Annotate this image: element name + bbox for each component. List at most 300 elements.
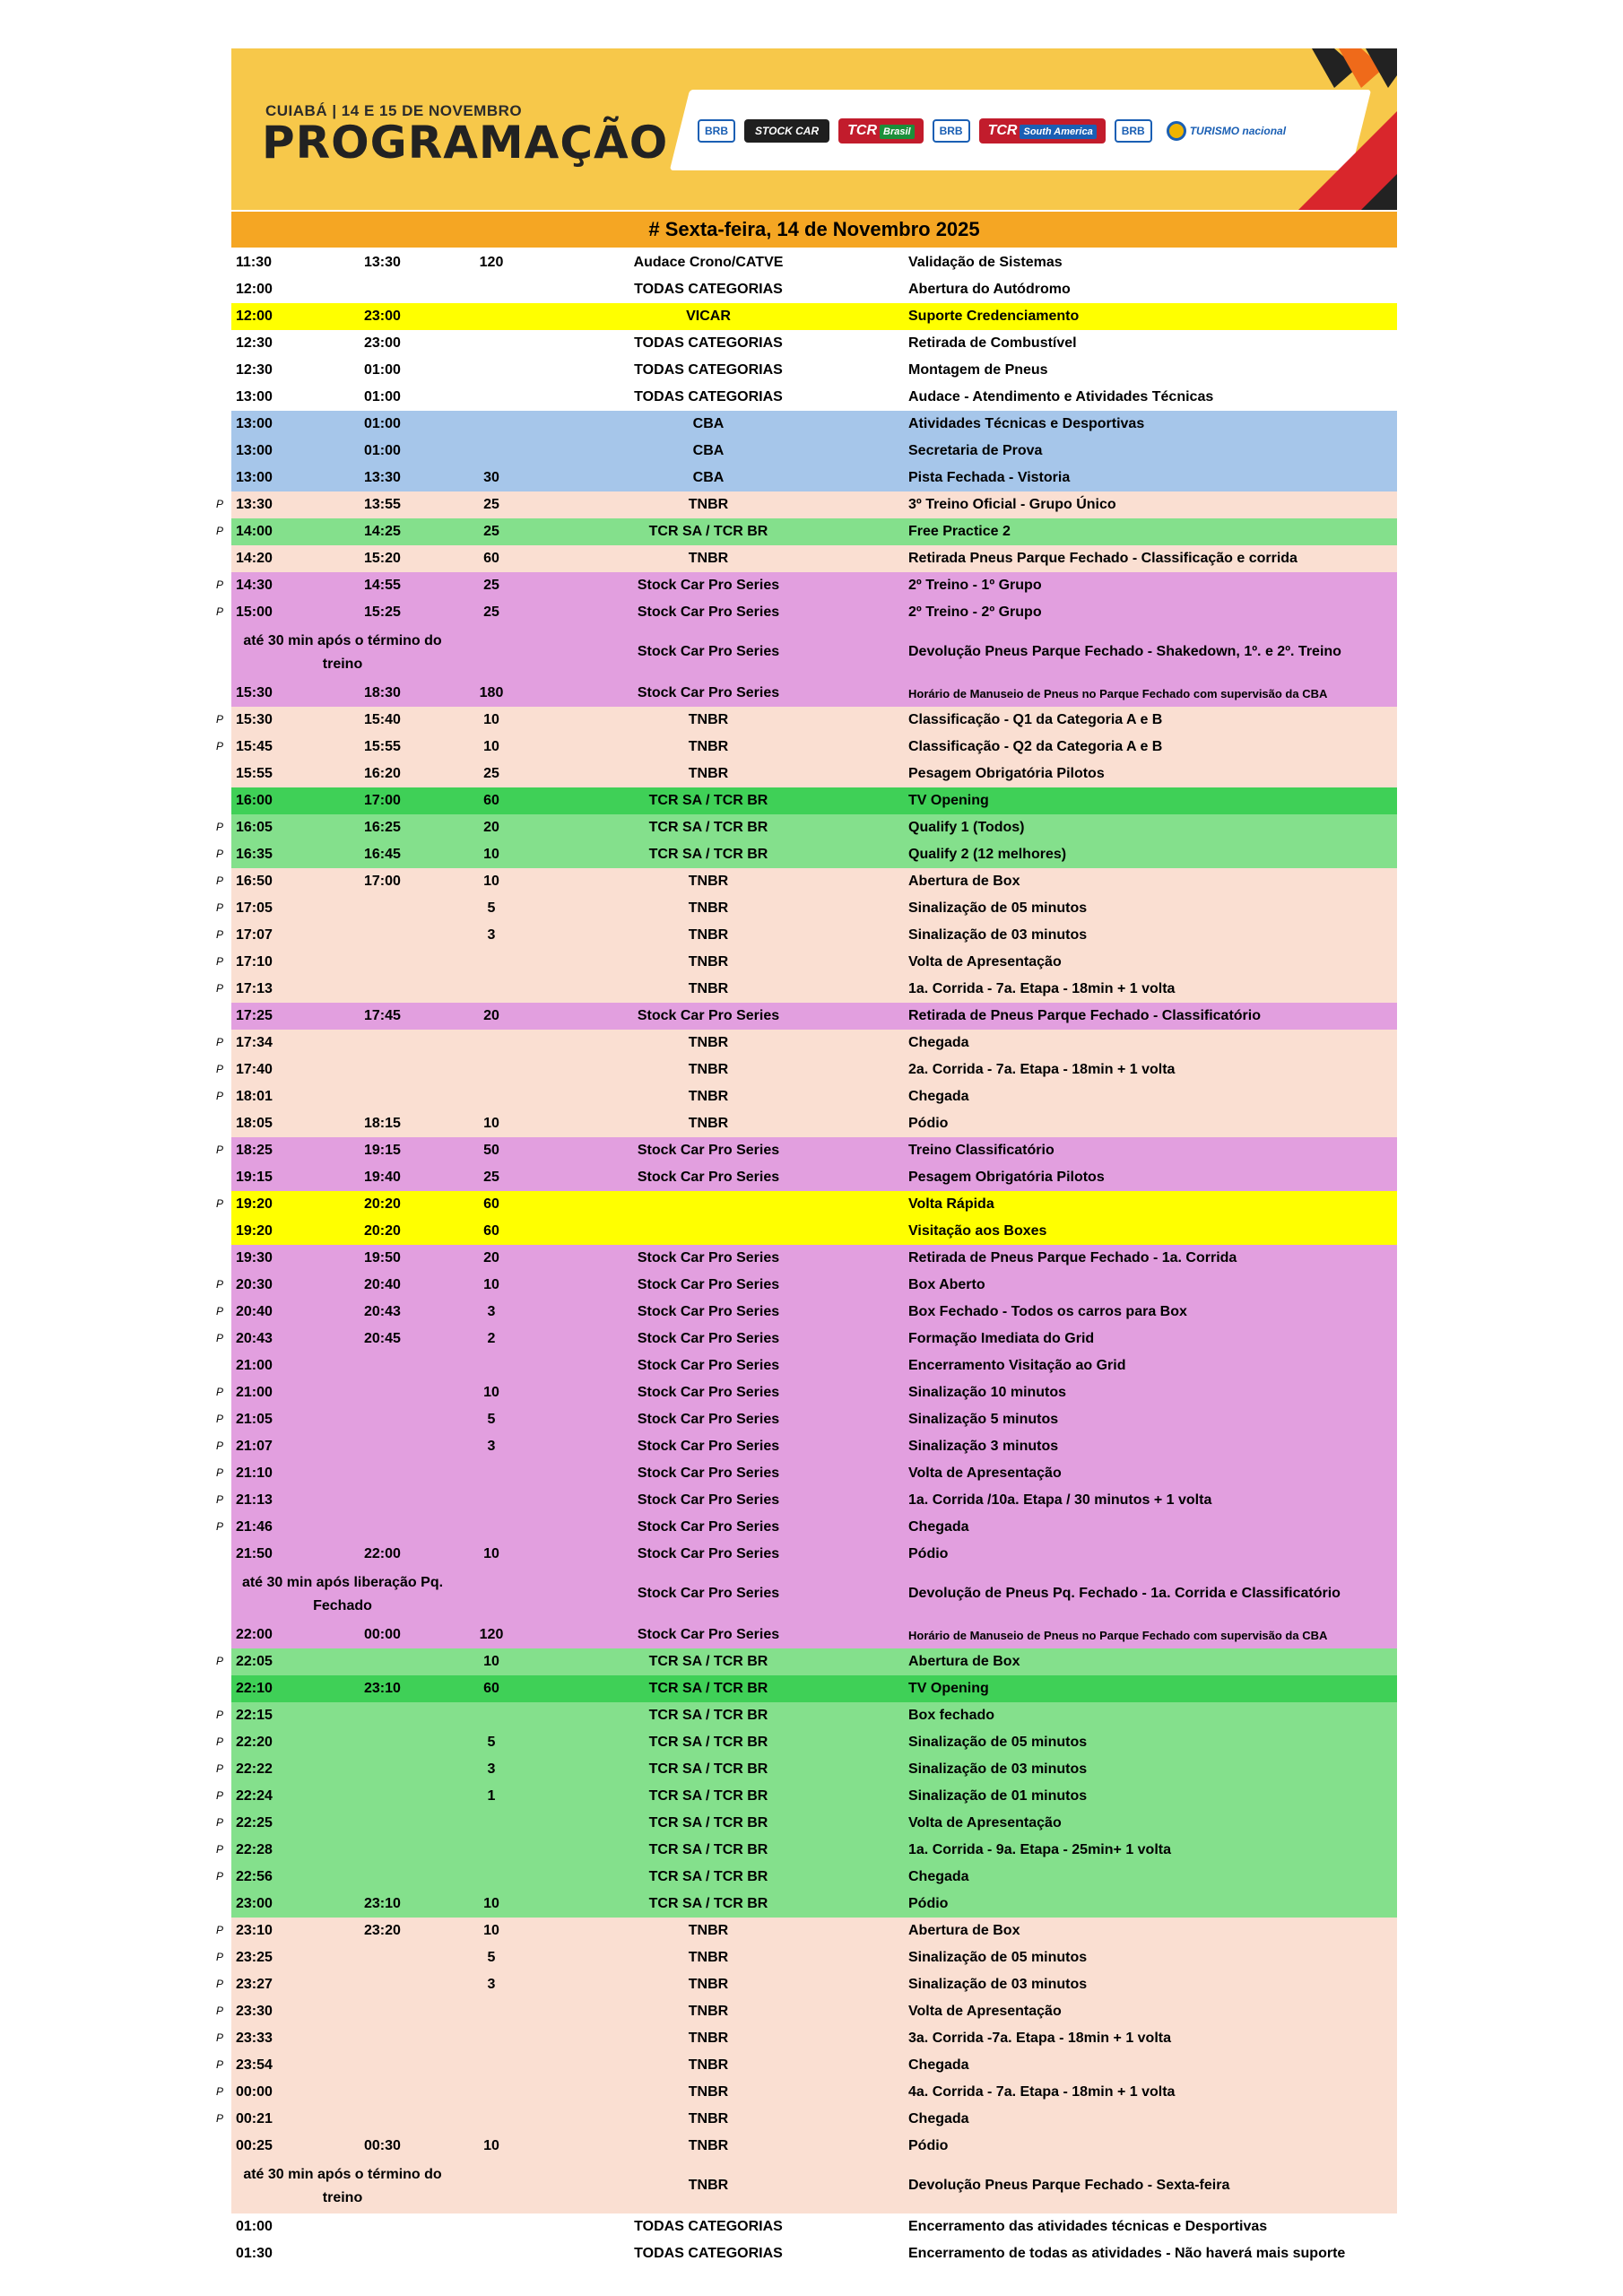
activity: Sinalização de 03 minutos: [908, 1761, 1088, 1777]
priority-marker: P: [216, 713, 224, 726]
start-time: 14:00: [236, 524, 273, 539]
activity: Chegada: [908, 1519, 969, 1535]
activity: Chegada: [908, 1035, 969, 1050]
start-time: 23:54: [236, 2057, 273, 2073]
start-time: 22:20: [236, 1735, 273, 1750]
activity: Volta de Apresentação: [908, 1465, 1062, 1481]
schedule-row: [0, 1245, 1623, 1272]
schedule-row: [0, 761, 1623, 787]
start-time: 18:05: [236, 1116, 273, 1131]
duration: 60: [483, 793, 499, 808]
start-time: 23:10: [236, 1923, 273, 1938]
priority-marker: P: [216, 1870, 224, 1883]
end-time: 15:20: [364, 551, 401, 566]
start-time: 15:30: [236, 712, 273, 727]
category: TNBR: [688, 1035, 729, 1050]
start-time: 12:00: [236, 309, 273, 324]
activity: Retirada de Pneus Parque Fechado - 1a. Corrida: [908, 1250, 1237, 1265]
start-time: até 30 min após o término do treino: [243, 633, 442, 672]
schedule-row: [0, 2025, 1623, 2052]
category: TNBR: [688, 739, 729, 754]
schedule-row: [0, 1702, 1623, 1729]
priority-marker: P: [216, 1439, 224, 1452]
duration: 5: [487, 900, 496, 916]
priority-marker: P: [216, 1655, 224, 1667]
activity: Volta de Apresentação: [908, 2004, 1062, 2019]
duration: 10: [483, 712, 499, 727]
activity: Chegada: [908, 1089, 969, 1104]
priority-marker: P: [216, 1709, 224, 1721]
start-time: até 30 min após o término do treino: [243, 2167, 442, 2205]
start-time: 16:50: [236, 874, 273, 889]
end-time: 16:25: [364, 820, 401, 835]
activity: Suporte Credenciamento: [908, 309, 1080, 324]
duration: 10: [483, 847, 499, 862]
category: CBA: [692, 443, 725, 458]
schedule-row: [0, 1541, 1623, 1568]
duration: 25: [483, 604, 499, 620]
duration: 3: [487, 1439, 496, 1454]
schedule-row: [0, 1648, 1623, 1675]
schedule-row: [0, 841, 1623, 868]
start-time: 22:22: [236, 1761, 273, 1777]
end-time: 13:30: [364, 255, 401, 270]
schedule-row: [0, 357, 1623, 384]
category: TODAS CATEGORIAS: [634, 2219, 783, 2234]
schedule-row: [0, 438, 1623, 465]
start-time: 23:33: [236, 2031, 273, 2046]
category: Stock Car Pro Series: [637, 1519, 780, 1535]
end-time: 14:25: [364, 524, 401, 539]
schedule-row: [0, 1406, 1623, 1433]
priority-marker: P: [216, 578, 224, 591]
category: TCR SA / TCR BR: [648, 524, 768, 539]
activity: Qualify 2 (12 melhores): [908, 847, 1067, 862]
schedule-row: [0, 1191, 1623, 1218]
duration: 10: [483, 1385, 499, 1400]
activity: Chegada: [908, 2057, 969, 2073]
schedule-row: [0, 384, 1623, 411]
duration: 25: [483, 1170, 499, 1185]
category: TNBR: [688, 551, 729, 566]
activity: Pódio: [908, 1546, 949, 1561]
end-time: 20:43: [364, 1304, 401, 1319]
activity: Sinalização 5 minutos: [908, 1412, 1059, 1427]
schedule-row: [0, 1622, 1623, 1648]
duration: 180: [479, 685, 504, 700]
end-time: 19:50: [364, 1250, 401, 1265]
schedule-row: [0, 1837, 1623, 1864]
end-time: 01:00: [364, 416, 401, 431]
duration: 30: [483, 470, 499, 485]
schedule-row: [0, 1864, 1623, 1891]
schedule-row: [0, 1487, 1623, 1514]
start-time: 17:10: [236, 954, 273, 970]
priority-marker: P: [216, 955, 224, 968]
category: Stock Car Pro Series: [637, 1250, 780, 1265]
activity: Chegada: [908, 2111, 969, 2126]
duration: 3: [487, 1304, 496, 1319]
start-time: 12:30: [236, 335, 273, 351]
priority-marker: P: [216, 2058, 224, 2071]
activity: Sinalização de 03 minutos: [908, 1977, 1088, 1992]
category: CBA: [692, 470, 725, 485]
duration: 10: [483, 739, 499, 754]
category: TNBR: [688, 2004, 729, 2019]
duration: 120: [479, 255, 504, 270]
duration: 20: [483, 820, 499, 835]
start-time: 00:25: [236, 2138, 273, 2153]
schedule-row: [0, 1891, 1623, 1918]
category: TNBR: [688, 954, 729, 970]
start-time: 01:30: [236, 2246, 273, 2261]
start-time: 17:13: [236, 981, 273, 996]
end-time: 01:00: [364, 362, 401, 378]
schedule-row: [0, 2079, 1623, 2106]
brb-logo-3: BRB: [1115, 119, 1152, 143]
start-time: 22:00: [236, 1627, 273, 1642]
schedule-row: [0, 2213, 1623, 2240]
schedule-row: [0, 1379, 1623, 1406]
event-title: PROGRAMAÇÃO: [262, 117, 669, 169]
end-time: 23:10: [364, 1896, 401, 1911]
schedule-row: [0, 1030, 1623, 1057]
priority-marker: P: [216, 1144, 224, 1156]
start-time: 20:40: [236, 1304, 273, 1319]
schedule-row: [0, 1003, 1623, 1030]
start-time: 21:00: [236, 1358, 273, 1373]
priority-marker: P: [216, 740, 224, 752]
activity: Audace - Atendimento e Atividades Técnicas: [908, 389, 1214, 404]
end-time: 14:55: [364, 578, 401, 593]
priority-marker: P: [216, 1762, 224, 1775]
schedule-row: [0, 1783, 1623, 1810]
activity: Encerramento de todas as atividades - Não haverá mais suporte: [908, 2246, 1346, 2261]
duration: 10: [483, 1116, 499, 1131]
category: TCR SA / TCR BR: [648, 1654, 768, 1669]
start-time: 11:30: [236, 255, 273, 270]
priority-marker: P: [216, 1413, 224, 1425]
category: Stock Car Pro Series: [637, 1277, 780, 1292]
end-time: 22:00: [364, 1546, 401, 1561]
category: Stock Car Pro Series: [637, 1412, 780, 1427]
activity: Box Fechado - Todos os carros para Box: [908, 1304, 1187, 1319]
duration: 60: [483, 551, 499, 566]
start-time: 13:00: [236, 416, 273, 431]
end-time: 23:10: [364, 1681, 401, 1696]
schedule-row: [0, 680, 1623, 707]
category: TNBR: [688, 766, 729, 781]
activity: Validação de Sistemas: [908, 255, 1063, 270]
start-time: 17:07: [236, 927, 273, 943]
activity: Classificação - Q2 da Categoria A e B: [908, 739, 1163, 754]
end-time: 00:30: [364, 2138, 401, 2153]
duration: 120: [479, 1627, 504, 1642]
activity: Abertura de Box: [908, 1654, 1020, 1669]
duration: 10: [483, 1277, 499, 1292]
schedule-row: [0, 1918, 1623, 1944]
schedule-row: [0, 411, 1623, 438]
start-time: 01:00: [236, 2219, 273, 2234]
category: Stock Car Pro Series: [637, 1385, 780, 1400]
start-time: 21:05: [236, 1412, 273, 1427]
category: TNBR: [688, 1923, 729, 1938]
activity: Atividades Técnicas e Desportivas: [908, 416, 1145, 431]
start-time: 21:50: [236, 1546, 273, 1561]
priority-marker: P: [216, 901, 224, 914]
duration: 10: [483, 1896, 499, 1911]
priority-marker: P: [216, 2112, 224, 2125]
activity: Secretaria de Prova: [908, 443, 1043, 458]
start-time: 22:25: [236, 1815, 273, 1831]
start-time: 18:25: [236, 1143, 273, 1158]
activity: Retirada de Pneus Parque Fechado - Classificatório: [908, 1008, 1261, 1023]
end-time: 20:40: [364, 1277, 401, 1292]
end-time: 23:20: [364, 1923, 401, 1938]
category: TNBR: [688, 1089, 729, 1104]
start-time: 21:10: [236, 1465, 273, 1481]
schedule-row: [0, 491, 1623, 518]
duration: 1: [487, 1788, 496, 1804]
schedule-row: [0, 1675, 1623, 1702]
category: Stock Car Pro Series: [637, 1304, 780, 1319]
duration: 3: [487, 1761, 496, 1777]
end-time: 17:00: [364, 793, 401, 808]
stock-car-logo: STOCK CAR: [744, 119, 829, 143]
duration: 3: [487, 1977, 496, 1992]
end-time: 23:00: [364, 309, 401, 324]
schedule-row: [0, 2052, 1623, 2079]
duration: 2: [487, 1331, 496, 1346]
priority-marker: P: [216, 982, 224, 995]
schedule-row: [0, 976, 1623, 1003]
activity: Encerramento das atividades técnicas e Desportivas: [908, 2219, 1268, 2234]
start-time: 19:20: [236, 1196, 273, 1212]
schedule-row: [0, 518, 1623, 545]
activity: Abertura de Box: [908, 874, 1020, 889]
activity: Pódio: [908, 1896, 949, 1911]
end-time: 15:25: [364, 604, 401, 620]
start-time: 22:56: [236, 1869, 273, 1884]
end-time: 19:15: [364, 1143, 401, 1158]
category: TNBR: [688, 1116, 729, 1131]
duration: 10: [483, 1923, 499, 1938]
tcr-brasil-logo: TCR Brasil: [838, 118, 923, 144]
schedule-row: [0, 1568, 1623, 1622]
schedule-row: [0, 707, 1623, 734]
category: Stock Car Pro Series: [637, 1439, 780, 1454]
start-time: 22:05: [236, 1654, 273, 1669]
duration: 60: [483, 1196, 499, 1212]
schedule-table: [0, 249, 1623, 2267]
activity: Abertura do Autódromo: [908, 282, 1071, 297]
category: TCR SA / TCR BR: [648, 1788, 768, 1804]
start-time: 13:00: [236, 470, 273, 485]
duration: 10: [483, 2138, 499, 2153]
end-time: 19:40: [364, 1170, 401, 1185]
start-time: 20:43: [236, 1331, 273, 1346]
schedule-row: [0, 330, 1623, 357]
priority-marker: P: [216, 874, 224, 887]
priority-marker: P: [216, 1063, 224, 1075]
activity: Volta de Apresentação: [908, 954, 1062, 970]
category: TCR SA / TCR BR: [648, 1815, 768, 1831]
activity: TV Opening: [908, 793, 989, 808]
start-time: 21:46: [236, 1519, 273, 1535]
start-time: 12:30: [236, 362, 273, 378]
priority-marker: P: [216, 1278, 224, 1291]
activity: Box Aberto: [908, 1277, 985, 1292]
category: TCR SA / TCR BR: [648, 1842, 768, 1857]
category: Stock Car Pro Series: [637, 578, 780, 593]
schedule-row: [0, 787, 1623, 814]
category: Stock Car Pro Series: [637, 1546, 780, 1561]
start-time: 23:30: [236, 2004, 273, 2019]
category: Stock Car Pro Series: [637, 604, 780, 620]
schedule-row: [0, 1944, 1623, 1971]
category: TNBR: [688, 497, 729, 512]
activity: Encerramento Visitação ao Grid: [908, 1358, 1126, 1373]
start-time: 18:01: [236, 1089, 273, 1104]
activity: Treino Classificatório: [908, 1143, 1055, 1158]
category: TCR SA / TCR BR: [648, 1761, 768, 1777]
schedule-row: [0, 2106, 1623, 2133]
start-time: 22:15: [236, 1708, 273, 1723]
priority-marker: P: [216, 1305, 224, 1318]
end-time: 13:30: [364, 470, 401, 485]
start-time: 20:30: [236, 1277, 273, 1292]
activity: Pista Fechada - Vistoria: [908, 470, 1071, 485]
end-time: 15:40: [364, 712, 401, 727]
start-time: 13:00: [236, 389, 273, 404]
activity: 3a. Corrida -7a. Etapa - 18min + 1 volta: [908, 2031, 1171, 2046]
schedule-row: [0, 1218, 1623, 1245]
priority-marker: P: [216, 1520, 224, 1533]
end-time: 20:20: [364, 1196, 401, 1212]
priority-marker: P: [216, 821, 224, 833]
duration: 25: [483, 766, 499, 781]
schedule-row: [0, 303, 1623, 330]
priority-marker: P: [216, 1924, 224, 1936]
activity: Pódio: [908, 1116, 949, 1131]
start-time: 16:00: [236, 793, 273, 808]
schedule-row: [0, 1756, 1623, 1783]
start-time: 13:00: [236, 443, 273, 458]
activity: 1a. Corrida /10a. Etapa / 30 minutos + 1 volta: [908, 1492, 1212, 1508]
category: Stock Car Pro Series: [637, 1008, 780, 1023]
end-time: 17:45: [364, 1008, 401, 1023]
start-time: 15:30: [236, 685, 273, 700]
start-time: 22:24: [236, 1788, 273, 1804]
schedule-row: [0, 949, 1623, 976]
category: TODAS CATEGORIAS: [634, 2246, 783, 2261]
brb-logo-2: BRB: [933, 119, 970, 143]
start-time: 16:05: [236, 820, 273, 835]
category: TNBR: [688, 1977, 729, 1992]
activity: Sinalização de 05 minutos: [908, 1950, 1088, 1965]
activity: Horário de Manuseio de Pneus no Parque Fechado com supervisão da CBA: [908, 1629, 1328, 1642]
priority-marker: P: [216, 1951, 224, 1963]
priority-marker: P: [216, 2085, 224, 2098]
duration: 10: [483, 874, 499, 889]
start-time: 19:20: [236, 1223, 273, 1239]
start-time: 19:15: [236, 1170, 273, 1185]
priority-marker: P: [216, 1090, 224, 1102]
start-time: 23:25: [236, 1950, 273, 1965]
activity: 4a. Corrida - 7a. Etapa - 18min + 1 volta: [908, 2084, 1176, 2100]
category: VICAR: [686, 309, 731, 324]
schedule-row: [0, 1998, 1623, 2025]
category: TCR SA / TCR BR: [648, 820, 768, 835]
row-background: [231, 1191, 1397, 1218]
activity: 1a. Corrida - 9a. Etapa - 25min+ 1 volta: [908, 1842, 1171, 1857]
schedule-row: [0, 626, 1623, 680]
activity: 2º Treino - 1º Grupo: [908, 578, 1042, 593]
activity: Montagem de Pneus: [908, 362, 1048, 378]
priority-marker: P: [216, 1466, 224, 1479]
start-time: 00:00: [236, 2084, 273, 2100]
start-time: 13:30: [236, 497, 273, 512]
category: Stock Car Pro Series: [637, 1170, 780, 1185]
schedule-row: [0, 249, 1623, 276]
schedule-row: [0, 1110, 1623, 1137]
category: TCR SA / TCR BR: [648, 793, 768, 808]
activity: Box fechado: [908, 1708, 995, 1723]
priority-marker: P: [216, 1493, 224, 1506]
end-time: 15:55: [364, 739, 401, 754]
priority-marker: P: [216, 1036, 224, 1048]
end-time: 00:00: [364, 1627, 401, 1642]
start-time: 19:30: [236, 1250, 273, 1265]
start-time: 15:55: [236, 766, 273, 781]
activity: Sinalização de 05 minutos: [908, 900, 1088, 916]
duration: 50: [483, 1143, 499, 1158]
end-time: 20:45: [364, 1331, 401, 1346]
activity: Devolução Pneus Parque Fechado - Shakedown, 1º. e 2º. Treino: [908, 644, 1341, 659]
priority-marker: P: [216, 1197, 224, 1210]
priority-marker: P: [216, 1332, 224, 1344]
activity: Visitação aos Boxes: [908, 1223, 1047, 1239]
schedule-row: [0, 1083, 1623, 1110]
activity: Qualify 1 (Todos): [908, 820, 1025, 835]
activity: 3º Treino Oficial - Grupo Único: [908, 497, 1116, 512]
category: Stock Car Pro Series: [637, 1331, 780, 1346]
end-time: 18:30: [364, 685, 401, 700]
end-time: 17:00: [364, 874, 401, 889]
schedule-row: [0, 1057, 1623, 1083]
priority-marker: P: [216, 1978, 224, 1990]
category: Stock Car Pro Series: [637, 1358, 780, 1373]
activity: Classificação - Q1 da Categoria A e B: [908, 712, 1163, 727]
activity: Formação Imediata do Grid: [908, 1331, 1095, 1346]
schedule-row: [0, 276, 1623, 303]
start-time: 22:28: [236, 1842, 273, 1857]
schedule-row: [0, 1810, 1623, 1837]
priority-marker: P: [216, 1816, 224, 1829]
schedule-row: [0, 922, 1623, 949]
schedule-row: [0, 1164, 1623, 1191]
priority-marker: P: [216, 1386, 224, 1398]
activity: Sinalização de 01 minutos: [908, 1788, 1088, 1804]
end-time: 01:00: [364, 443, 401, 458]
duration: 5: [487, 1735, 496, 1750]
end-time: 20:20: [364, 1223, 401, 1239]
category: TCR SA / TCR BR: [648, 1708, 768, 1723]
priority-marker: P: [216, 2005, 224, 2017]
end-time: 13:55: [364, 497, 401, 512]
start-time: 12:00: [236, 282, 273, 297]
category: Stock Car Pro Series: [637, 1492, 780, 1508]
